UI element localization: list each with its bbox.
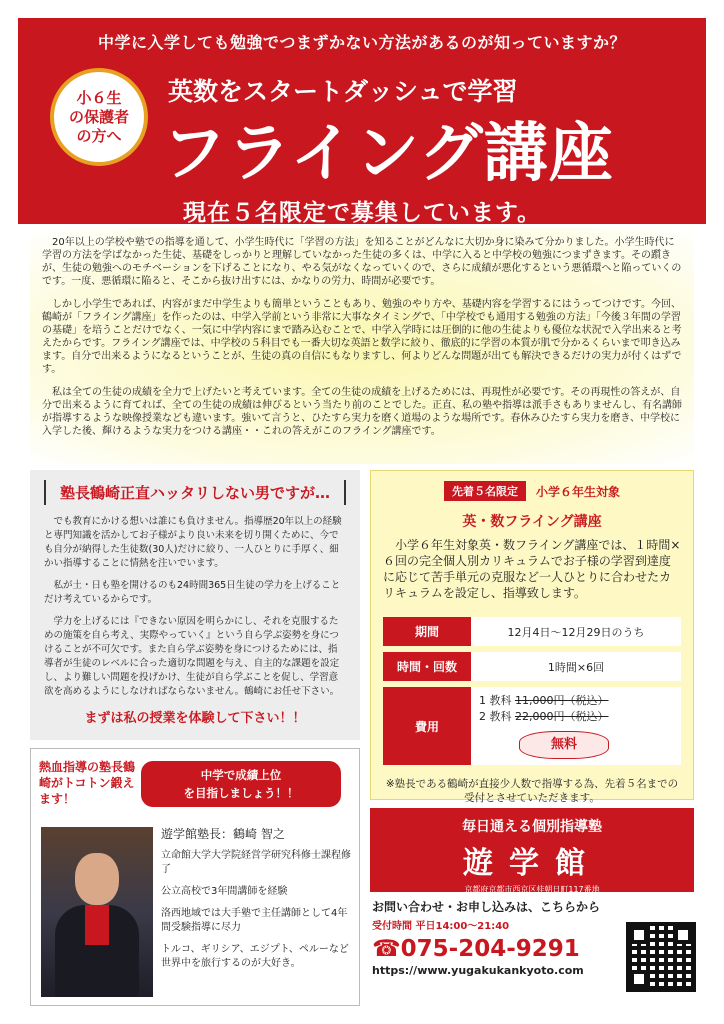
contact-info: [372, 898, 622, 977]
header-banner: [18, 18, 706, 224]
bubble-line: 中学で成績上位: [200, 768, 282, 782]
principal-paragraph: でも教育にかける想いは誰にも負けません。指導歴20年以上の経験と専門知識を活かしてお子様がより良い未来を切り開くために、今でも自分が納得した生徒数(30人)だけに絞り、一人ひとりに手厚く、細かい指導することに情熱を注いでいます。: [44, 516, 342, 569]
school-tagline: 毎日通える個別指導塾: [462, 819, 602, 835]
qr-code[interactable]: [626, 922, 696, 992]
course-note: ※塾長である鶴崎が直接少人数で指導する為、先着５名までの受付とさせていただきます。: [385, 778, 679, 804]
intro-paragraph: しかし小学生であれば、内容がまだ中学生よりも簡単ということもあり、勉強のやり方や、基礎内容を学習するにはうってつけです。今回、鶴崎が「フライング講座」を作ったのは、中学入学前という非常に大事なタイミングで、「中学校でも通用する勉強の方法」「今後３年間の学習の基礎」を培うことだけでなく、一気に中学内容にまで踏み込むことで、中学入学時には圧倒的に他の生徒よりも優位な状況で入学出来ると考えたからです。フライング講座では、中学校の５科目でも一番大切な英語と数学に絞り、徹底的に学習の本質が肌で分かるくらいまで叩き込みます。自分で出来るようになるということが、生徒の真の自信にもなりますし、何よりどんな問題が出ても解決できるだけの実力が付くはずです。: [42, 299, 682, 375]
bio-item: 洛西地域では大手塾で主任講師として4年間受験指導に尽力: [161, 908, 348, 933]
principal-message: [30, 470, 360, 740]
teacher-tagline: 熱血指導の塾長鶴崎がトコトン鍛えます！: [39, 760, 136, 806]
bio-item: 立命館大学大学院経営学研究科修士課程修了: [161, 850, 351, 875]
target-label: 小学６年生対象: [535, 484, 620, 499]
recruit-text: 現在５名限定で募集しています。: [182, 200, 542, 226]
principal-heading: 塾長鶴崎正直ハッタリしない男ですが…: [44, 480, 346, 505]
fee-line: [479, 693, 673, 709]
limit-badge: 先着５名限定: [444, 481, 526, 501]
speech-bubble: [141, 761, 341, 807]
badge-line: 小６生: [76, 88, 122, 107]
course-title: 英・数フライング講座: [462, 514, 602, 530]
row-label: 時間・回数: [383, 652, 471, 681]
qr-finder: [630, 970, 648, 988]
course-info: [370, 470, 694, 804]
photo-shirt: [85, 905, 109, 945]
principal-paragraph: 私が土・日も塾を開けるのも24時間365日生徒の学力を上げることだけ考えているからです。: [44, 580, 341, 605]
contact-hours: 受付時間 平日14:00～21:40: [372, 921, 510, 932]
table-row: [383, 687, 681, 765]
fee-price: 22,000円（税込）: [515, 710, 609, 723]
table-row: [383, 617, 681, 646]
principal-body: [44, 515, 346, 699]
school-name: 遊学館: [463, 846, 601, 881]
row-label: 期間: [383, 617, 471, 646]
course-description: 小学６年生対象英・数フライング講座では、１時間×６回の完全個人別カリキュラムでお子様の学習到達度に応じて苦手単元の克服など一人ひとりに合わせたカリキュラムを設定し、指導致します。: [383, 538, 681, 600]
photo-head: [75, 853, 119, 905]
teacher-profile: [30, 748, 360, 1006]
qr-finder: [674, 926, 692, 944]
website-link[interactable]: https://www.yugakukankyoto.com: [372, 964, 584, 977]
page-title: フライング講座: [162, 117, 614, 191]
school-banner: [370, 808, 694, 892]
fee-line: [479, 709, 673, 725]
fee-subject: 1 教科: [479, 694, 512, 707]
teacher-name: 遊学館塾長：鶴崎 智之: [161, 827, 285, 841]
row-value: 1時間×6回: [471, 652, 681, 681]
course-table: [383, 611, 681, 771]
intro-paragraph: 私は全ての生徒の成績を全力で上げたいと考えています。全ての生徒の成績を上げるためには、再現性が必要です。その再現性の答えが、自分で出来るように育てれば、全ての生徒の成績は伸びるという当たり前のことでした。正直、私の塾や指導は派手さもありませんし、有名講師が指導するような映像授業なども違います。強いて言うと、ひたすら実力を磨く道場のような場所です。春休みひたすら実力を磨き、中学校に入学した後、輝けるような実力をつける講座・・これの答えがこのフライング講座です。: [42, 387, 682, 437]
fee-subject: 2 教科: [479, 710, 512, 723]
bubble-line: を目指しましょう！！: [183, 786, 299, 800]
principal-paragraph: 学力を上げるには『できない原因を明らかにし、それを克服するための施策を自ら考え、実際やっていく』という自ら学ぶ姿勢を身につけることが不可欠です。また自ら学ぶ姿勢を身につけるためには、指導者が生徒のレベルに合った適切な問題を与え、自主的な課題を設定し、より難しい問題を投げかけ、生徒が自ら学ぶことを促し、学習意欲を高めるようにしなければならないません。鶴崎にお任せ下さい。: [44, 616, 340, 697]
phone-number[interactable]: ☎075-204-9291: [372, 936, 580, 962]
course-top: [383, 481, 681, 501]
school-address: 京都府京都市西京区桂朝日町117番地: [464, 885, 600, 894]
bio-item: 公立高校で3年間講師を経験: [161, 886, 288, 897]
badge-line: の方へ: [76, 126, 122, 145]
qr-finder: [630, 926, 648, 944]
row-value: 12月4日〜12月29日のうち: [471, 617, 681, 646]
fee-price: 11,000円（税込）: [515, 694, 609, 707]
header-subtitle: 英数をスタートダッシュで学習: [168, 77, 518, 106]
free-badge: 無料: [519, 731, 609, 759]
contact-title: お問い合わせ・お申し込みは、こちらから: [372, 900, 601, 914]
teacher-info: [161, 827, 356, 979]
table-row: [383, 652, 681, 681]
intro-paragraph: 20年以上の学校や塾での指導を通して、小学生時代に「学習の方法」を知ることがどんなに大切か身に染みて分かりました。小学生時代に学習の方法を学ばなかった生徒、基礎をしっかりと理解していなかった生徒の多くは、中学に入ると中学校の勉強につまずきます。その躓きが、生徒の勉強へのモチベーションを下げることになり、やる気がなくなっていくので、さらに成績が悪化するという悪循環へと陥っていくのです。一度、悪循環に陥ると、そこから抜け出すには、かなりの労力、時間が必要です。: [42, 237, 682, 287]
audience-badge: [50, 68, 148, 166]
badge-line: の保護者: [68, 107, 129, 126]
intro-text: [30, 228, 694, 464]
teacher-photo: [41, 827, 153, 997]
fee-cell: [471, 687, 681, 765]
fee-label: 費用: [383, 687, 471, 765]
header-question: 中学に入学しても勉強でつまずかない方法があるのが知っていますか？: [97, 33, 626, 52]
trial-cta: まずは私の授業を体験して下さい！！: [84, 711, 306, 726]
bio-item: トルコ、ギリシア、エジプト、ペルーなど世界中を旅行するのが大好き。: [161, 944, 349, 969]
